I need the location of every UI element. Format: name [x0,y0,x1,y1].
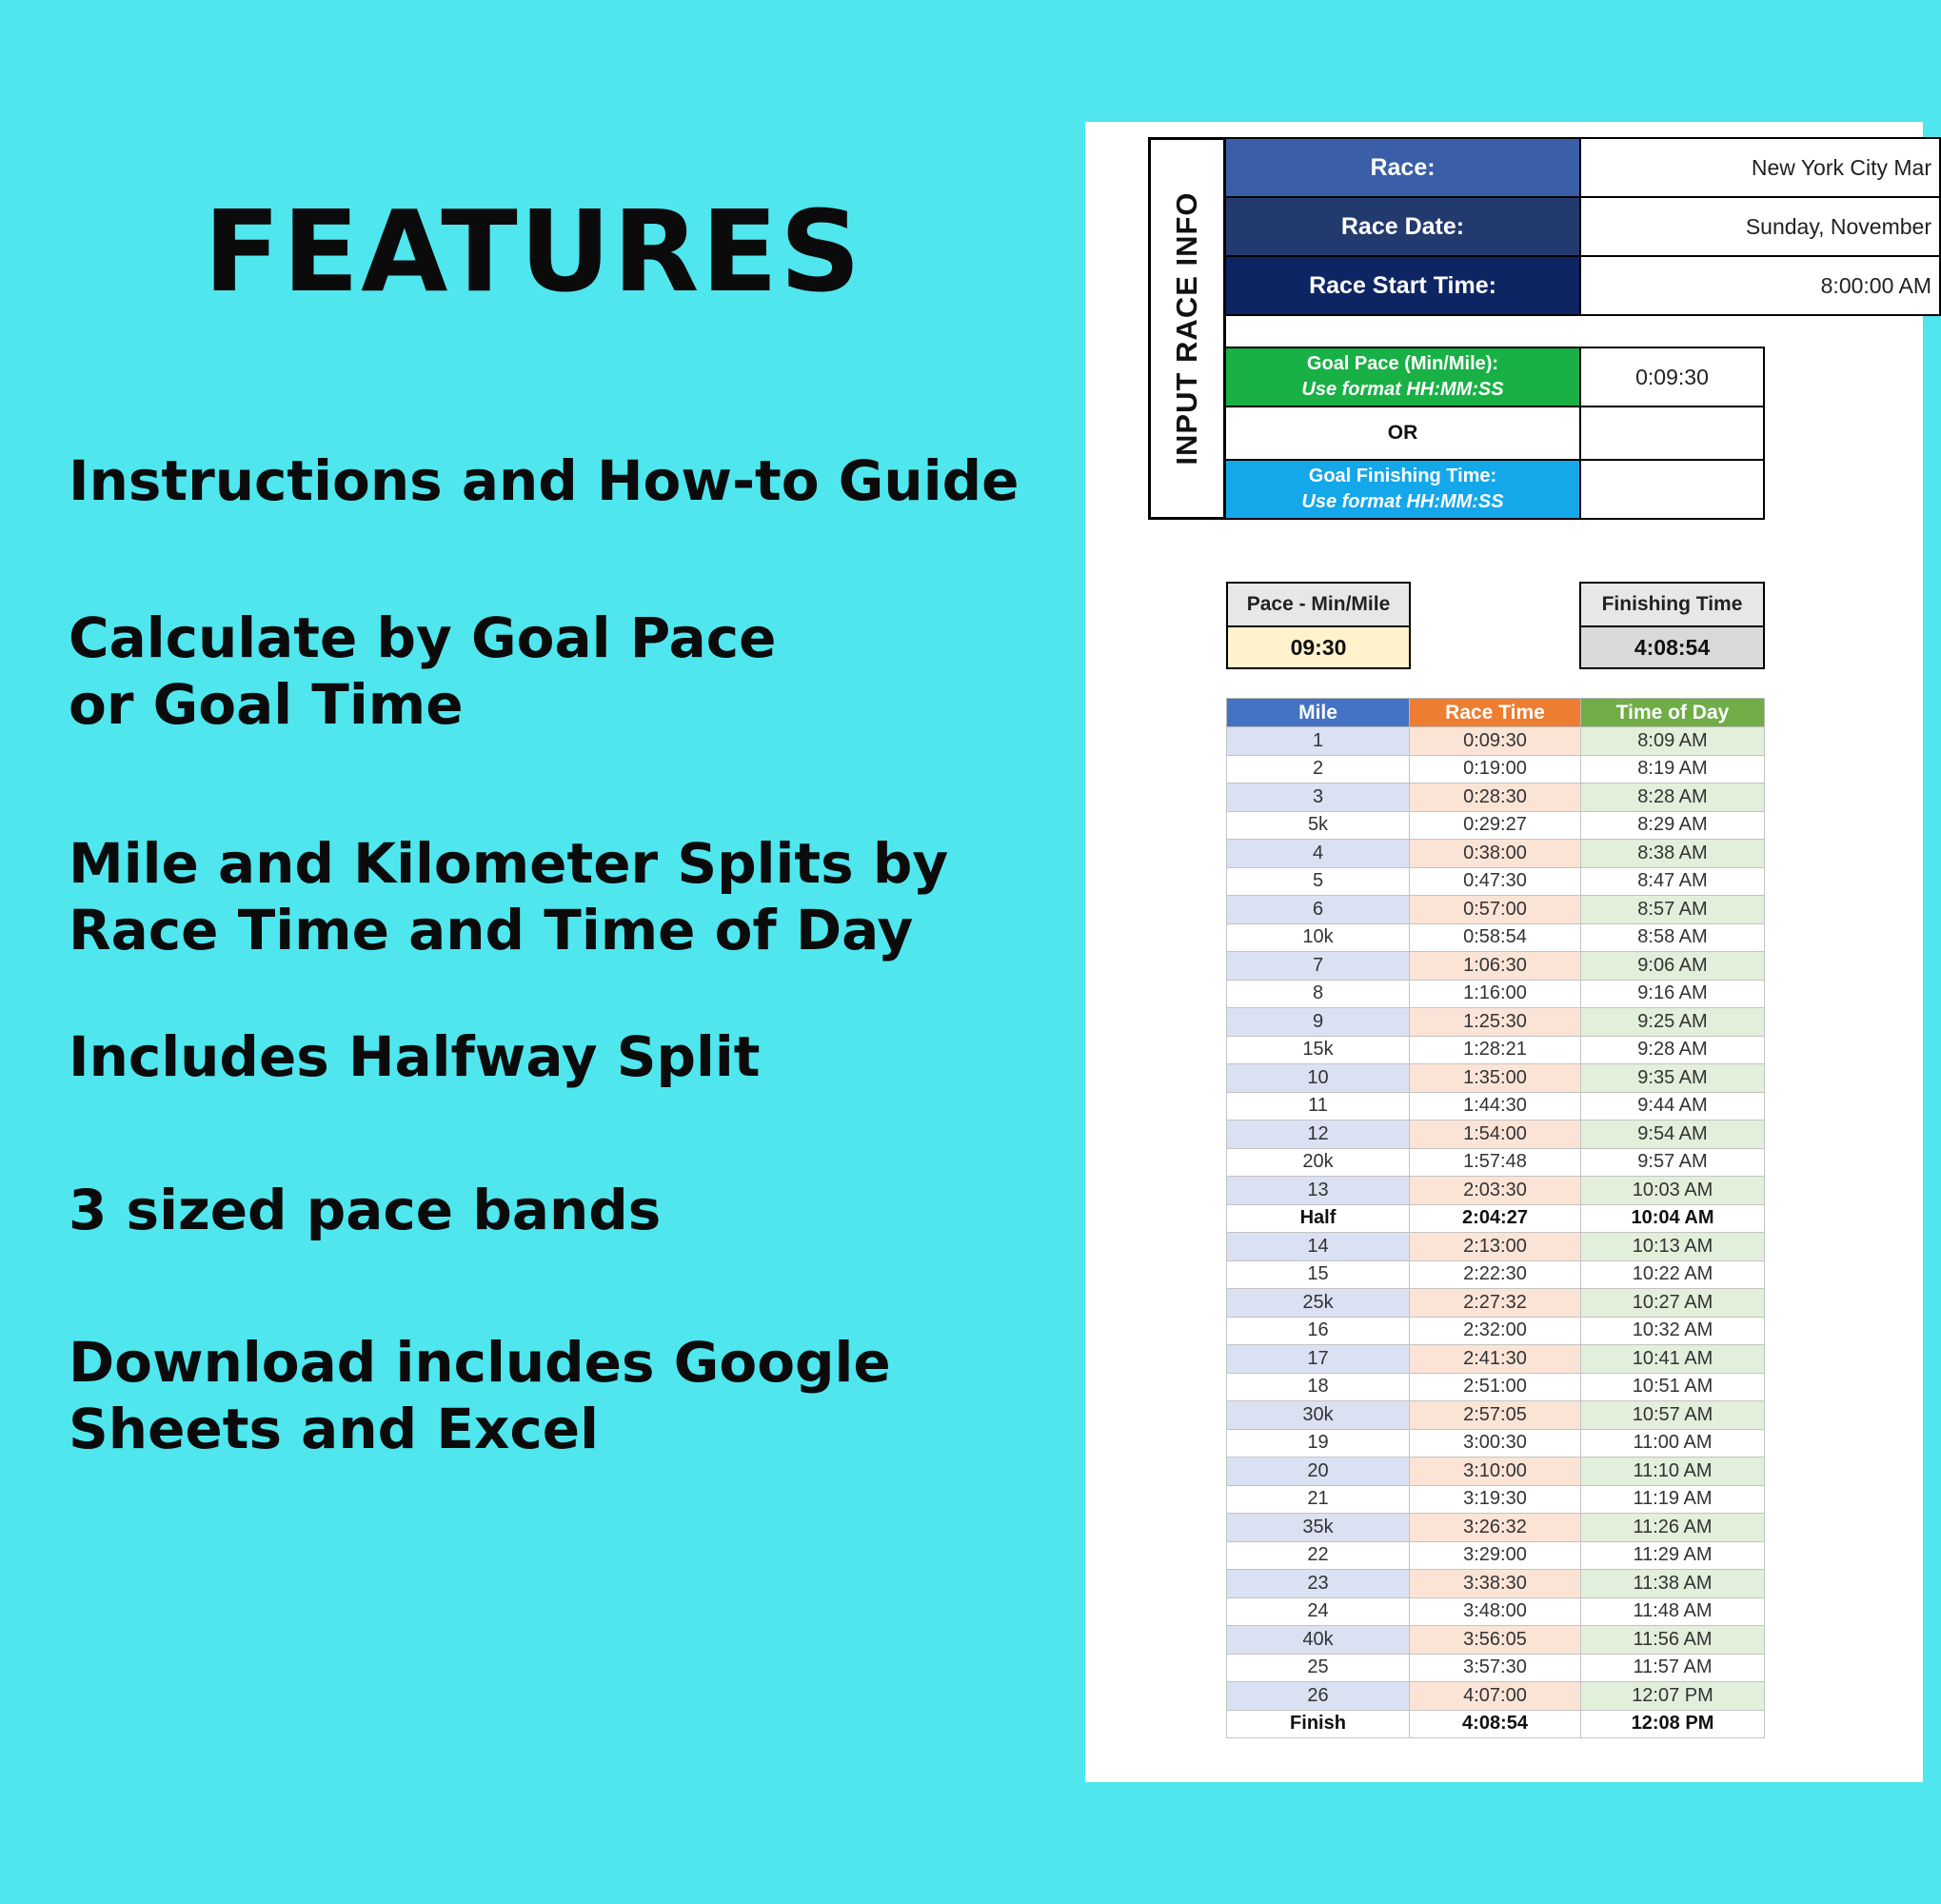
mile-cell: 4 [1227,840,1410,868]
time-of-day-cell: 10:13 AM [1581,1233,1765,1261]
feature-pace-bands: 3 sized pace bands [69,1178,662,1242]
time-of-day-cell: 9:28 AM [1581,1036,1765,1064]
mile-cell: Finish [1227,1710,1410,1738]
race-time-cell: 0:28:30 [1410,783,1581,812]
table-row [1227,1429,1765,1458]
mile-cell: 17 [1227,1345,1410,1374]
race-label: Race: [1224,137,1581,198]
time-of-day-cell: 9:44 AM [1581,1092,1765,1121]
splits-table [1226,698,1765,1738]
time-of-day-cell: 10:57 AM [1581,1401,1765,1430]
splits-table-header [1227,699,1765,727]
race-time-cell: 1:06:30 [1410,952,1581,981]
race-time-cell: 2:04:27 [1410,1204,1581,1233]
race-time-cell: 4:08:54 [1410,1710,1581,1738]
table-row [1227,1204,1765,1233]
mile-cell: 5 [1227,867,1410,896]
mile-cell: 25k [1227,1289,1410,1318]
race-time-cell: 0:09:30 [1410,727,1581,756]
race-time-cell: 0:58:54 [1410,923,1581,952]
table-row [1227,1233,1765,1261]
goal-finishing-time-label [1224,459,1581,520]
time-of-day-cell: 12:08 PM [1581,1710,1765,1738]
time-of-day-cell: 10:41 AM [1581,1345,1765,1374]
time-of-day-cell: 12:07 PM [1581,1682,1765,1711]
feature-download: Download includes Google Sheets and Excel [69,1330,891,1461]
race-time-cell: 1:54:00 [1410,1121,1581,1149]
race-time-cell: 0:38:00 [1410,840,1581,868]
time-of-day-cell: 10:04 AM [1581,1204,1765,1233]
time-of-day-cell: 11:48 AM [1581,1597,1765,1626]
table-row [1227,1345,1765,1374]
race-time-cell: 2:22:30 [1410,1260,1581,1289]
table-row [1227,980,1765,1008]
race-time-cell: 3:29:00 [1410,1541,1581,1570]
goal-time-hint: Use format HH:MM:SS [1301,491,1504,512]
table-row [1227,1485,1765,1514]
spreadsheet-preview [1085,122,1931,1782]
mile-cell: 12 [1227,1121,1410,1149]
race-time-cell: 3:56:05 [1410,1626,1581,1655]
table-row [1227,1654,1765,1682]
race-start-time-input[interactable]: 8:00:00 AM [1579,255,1941,316]
mile-cell: 1 [1227,727,1410,756]
or-spacer-cell [1579,406,1765,461]
mile-cell: 30k [1227,1401,1410,1430]
mile-cell: 35k [1227,1514,1410,1542]
race-time-cell: 2:13:00 [1410,1233,1581,1261]
mile-cell: 18 [1227,1373,1410,1401]
finishing-time-header: Finishing Time [1579,582,1765,627]
time-of-day-cell: 8:57 AM [1581,896,1765,924]
mile-cell: 3 [1227,783,1410,812]
race-time-cell: 0:19:00 [1410,755,1581,783]
mile-cell: Half [1227,1204,1410,1233]
time-of-day-cell: 10:32 AM [1581,1317,1765,1345]
goal-pace-label-text: Goal Pace (Min/Mile): [1306,353,1499,374]
mile-cell: 15k [1227,1036,1410,1064]
table-row [1227,1064,1765,1093]
race-time-cell: 2:51:00 [1410,1373,1581,1401]
mile-cell: 15 [1227,1260,1410,1289]
time-of-day-cell: 10:03 AM [1581,1177,1765,1205]
time-of-day-cell: 10:22 AM [1581,1260,1765,1289]
goal-finishing-time-input[interactable] [1579,459,1765,520]
pace-summary-value: 09:30 [1226,625,1411,669]
feature-instructions: Instructions and How-to Guide [69,448,1020,513]
mile-cell: 7 [1227,952,1410,981]
time-of-day-cell: 8:28 AM [1581,783,1765,812]
time-of-day-column-header: Time of Day [1581,699,1765,727]
goal-pace-input[interactable]: 0:09:30 [1579,347,1765,407]
table-row [1227,1092,1765,1121]
table-row [1227,923,1765,952]
race-time-cell: 2:03:30 [1410,1177,1581,1205]
mile-cell: 10k [1227,923,1410,952]
table-row [1227,1626,1765,1655]
mile-cell: 21 [1227,1485,1410,1514]
mile-cell: 2 [1227,755,1410,783]
table-row [1227,1541,1765,1570]
time-of-day-cell: 10:51 AM [1581,1373,1765,1401]
time-of-day-cell: 11:26 AM [1581,1514,1765,1542]
table-row [1227,811,1765,840]
table-row [1227,1401,1765,1430]
mile-cell: 40k [1227,1626,1410,1655]
mile-cell: 20 [1227,1458,1410,1486]
table-row [1227,1177,1765,1205]
race-time-cell: 2:57:05 [1410,1401,1581,1430]
table-row [1227,1570,1765,1598]
mile-cell: 9 [1227,1008,1410,1037]
race-time-cell: 2:27:32 [1410,1289,1581,1318]
table-row [1227,1121,1765,1149]
race-time-cell: 2:32:00 [1410,1317,1581,1345]
mile-cell: 26 [1227,1682,1410,1711]
time-of-day-cell: 10:27 AM [1581,1289,1765,1318]
goal-pace-label [1224,347,1581,407]
time-of-day-cell: 8:29 AM [1581,811,1765,840]
race-time-cell: 3:38:30 [1410,1570,1581,1598]
table-row [1227,1710,1765,1738]
table-row [1227,840,1765,868]
time-of-day-cell: 11:10 AM [1581,1458,1765,1486]
table-row [1227,1597,1765,1626]
race-time-cell: 1:44:30 [1410,1092,1581,1121]
mile-cell: 16 [1227,1317,1410,1345]
mile-cell: 11 [1227,1092,1410,1121]
time-of-day-cell: 9:35 AM [1581,1064,1765,1093]
table-row [1227,1008,1765,1037]
time-of-day-cell: 11:38 AM [1581,1570,1765,1598]
mile-cell: 10 [1227,1064,1410,1093]
table-row [1227,755,1765,783]
race-time-cell: 2:41:30 [1410,1345,1581,1374]
feature-goal-pace-or-time: Calculate by Goal Pace or Goal Time [69,605,777,737]
race-time-cell: 1:25:30 [1410,1008,1581,1037]
time-of-day-cell: 9:57 AM [1581,1148,1765,1177]
time-of-day-cell: 9:06 AM [1581,952,1765,981]
race-date-input[interactable]: Sunday, November [1579,196,1941,257]
race-time-cell: 4:07:00 [1410,1682,1581,1711]
feature-halfway-split: Includes Halfway Split [69,1024,761,1089]
race-time-cell: 0:47:30 [1410,867,1581,896]
time-of-day-cell: 11:19 AM [1581,1485,1765,1514]
mile-cell: 20k [1227,1148,1410,1177]
table-row [1227,1260,1765,1289]
race-name-input[interactable]: New York City Mar [1579,137,1941,198]
table-row [1227,1289,1765,1318]
mile-cell: 8 [1227,980,1410,1008]
race-time-cell: 3:10:00 [1410,1458,1581,1486]
mile-cell: 5k [1227,811,1410,840]
race-date-label: Race Date: [1224,196,1581,257]
table-row [1227,1514,1765,1542]
table-row [1227,1036,1765,1064]
feature-mile-km-splits: Mile and Kilometer Splits by Race Time and Time of Day [69,831,949,962]
mile-cell: 25 [1227,1654,1410,1682]
time-of-day-cell: 11:29 AM [1581,1541,1765,1570]
mile-cell: 14 [1227,1233,1410,1261]
or-label: OR [1224,406,1581,461]
features-title: FEATURES [203,186,863,317]
race-time-cell: 0:29:27 [1410,811,1581,840]
goal-pace-hint: Use format HH:MM:SS [1301,379,1504,400]
race-time-cell: 1:16:00 [1410,980,1581,1008]
time-of-day-cell: 11:00 AM [1581,1429,1765,1458]
pace-summary-header: Pace - Min/Mile [1226,582,1411,627]
table-row [1227,1682,1765,1711]
table-row [1227,727,1765,756]
time-of-day-cell: 9:54 AM [1581,1121,1765,1149]
mile-cell: 22 [1227,1541,1410,1570]
race-time-cell: 1:28:21 [1410,1036,1581,1064]
table-row [1227,896,1765,924]
race-start-time-label: Race Start Time: [1224,255,1581,316]
table-row [1227,1373,1765,1401]
race-time-cell: 3:48:00 [1410,1597,1581,1626]
table-row [1227,783,1765,812]
mile-column-header: Mile [1227,699,1410,727]
time-of-day-cell: 11:56 AM [1581,1626,1765,1655]
input-race-info-label: INPUT RACE INFO [1170,191,1203,466]
race-time-cell: 1:57:48 [1410,1148,1581,1177]
table-row [1227,1458,1765,1486]
table-row [1227,867,1765,896]
mile-cell: 13 [1227,1177,1410,1205]
race-time-cell: 3:26:32 [1410,1514,1581,1542]
time-of-day-cell: 9:25 AM [1581,1008,1765,1037]
table-row [1227,1317,1765,1345]
time-of-day-cell: 8:09 AM [1581,727,1765,756]
race-time-cell: 3:57:30 [1410,1654,1581,1682]
mile-cell: 6 [1227,896,1410,924]
mile-cell: 19 [1227,1429,1410,1458]
race-time-cell: 3:00:30 [1410,1429,1581,1458]
table-row [1227,1148,1765,1177]
time-of-day-cell: 9:16 AM [1581,980,1765,1008]
goal-time-label-text: Goal Finishing Time: [1308,466,1497,486]
input-race-info-box [1148,137,1226,520]
finishing-time-value: 4:08:54 [1579,625,1765,669]
time-of-day-cell: 8:58 AM [1581,923,1765,952]
time-of-day-cell: 8:19 AM [1581,755,1765,783]
time-of-day-cell: 8:38 AM [1581,840,1765,868]
time-of-day-cell: 8:47 AM [1581,867,1765,896]
mile-cell: 23 [1227,1570,1410,1598]
race-time-cell: 3:19:30 [1410,1485,1581,1514]
table-row [1227,952,1765,981]
race-time-cell: 0:57:00 [1410,896,1581,924]
race-time-column-header: Race Time [1410,699,1581,727]
time-of-day-cell: 11:57 AM [1581,1654,1765,1682]
race-time-cell: 1:35:00 [1410,1064,1581,1093]
mile-cell: 24 [1227,1597,1410,1626]
